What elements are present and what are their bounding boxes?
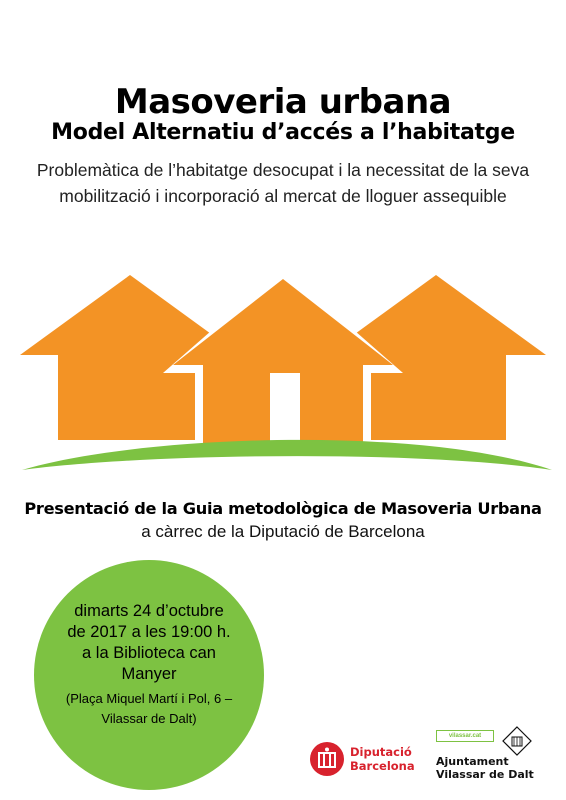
event-date: dimarts 24 d’octubre	[74, 602, 224, 620]
diputacio-city: Barcelona	[350, 759, 415, 773]
page-title: Masoveria urbana	[114, 82, 452, 122]
event-address: (Plaça Miquel Martí i Pol, 6 –	[65, 691, 233, 706]
diputacio-logo	[310, 742, 420, 782]
event-time: de 2017 a les 19:00 h.	[67, 623, 231, 641]
event-venue-2: Manyer	[121, 665, 177, 683]
door	[270, 373, 300, 447]
ground-arc	[22, 440, 552, 470]
ajuntament-logo	[436, 726, 546, 786]
event-venue: a la Biblioteca can	[82, 644, 216, 662]
event-address-2: Vilassar de Dalt)	[101, 711, 197, 726]
vilassar-website-tag: vilassar.cat	[436, 730, 494, 742]
diputacio-name: Diputació	[350, 745, 412, 759]
description-line-1: Problemàtica de l’habitatge desocupat i la necessitat de la seva	[36, 160, 530, 180]
presentation-by: a càrrec de la Diputació de Barcelona	[141, 522, 425, 541]
ajuntament-crest-icon	[502, 726, 532, 756]
ajuntament-town: Vilassar de Dalt	[436, 768, 534, 781]
three-houses-illustration	[0, 265, 566, 480]
presentation-title: Presentació de la Guia metodològica de Masoveria Urbana	[24, 499, 542, 518]
description-line-2: mobilització i incorporació al mercat de lloguer assequible	[59, 186, 507, 206]
ajuntament-label: Ajuntament	[436, 755, 509, 768]
description	[20, 157, 546, 209]
diputacio-emblem-icon	[310, 742, 344, 776]
page-subtitle: Model Alternatiu d’accés a l’habitatge	[51, 120, 515, 145]
event-details	[34, 601, 264, 729]
